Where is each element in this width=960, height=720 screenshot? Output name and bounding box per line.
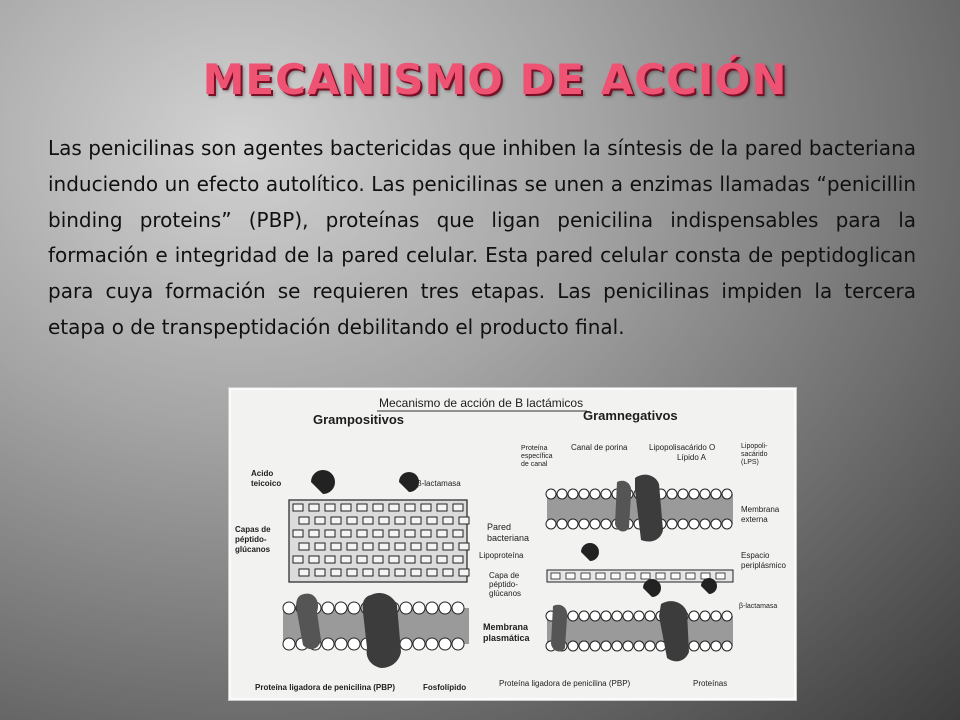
- gram-positive-peptidoglycan-mesh: [289, 500, 469, 582]
- label-pbp-neg: Proteína ligadora de penicilina (PBP): [499, 679, 631, 688]
- label-canal-porina: Canal de porina: [571, 443, 628, 452]
- label-beta-lactamasa-neg: β-lactamasa: [739, 603, 778, 610]
- slide-title: MECANISMO DE ACCIÓN: [202, 55, 788, 104]
- label-beta-lactamasa-pos: β-lactamasa: [417, 479, 461, 488]
- gram-negative-heading: Gramnegativos: [583, 408, 678, 423]
- porin-channel: [615, 475, 663, 542]
- figure-caption: Mecanismo de acción de B lactámicos: [379, 396, 584, 410]
- label-lps-1: Lipopoli-: [741, 443, 768, 450]
- label-lipoproteina: Lipoproteína: [479, 551, 524, 560]
- label-capa-1: Capa de: [489, 571, 520, 580]
- label-proteina-1: Proteína: [521, 445, 548, 452]
- label-capas-1: Capas de: [235, 525, 271, 534]
- gram-positive-heading: Grampositivos: [313, 412, 405, 427]
- label-pared-2: bacteriana: [487, 533, 530, 543]
- label-capa-3: glúcanos: [489, 589, 522, 598]
- label-lps-2: sacárido: [741, 451, 768, 458]
- label-proteina-3: de canal: [521, 461, 548, 468]
- label-pbp-pos: Proteína ligadora de penicilina (PBP): [255, 683, 396, 692]
- label-lipido-a: Lípido A: [677, 453, 706, 462]
- label-lipopolisacarido: Lipopolisacárido O: [649, 443, 716, 452]
- label-acido-teicoico-2: teicoico: [251, 479, 282, 488]
- label-capa-2: péptido-: [489, 580, 518, 589]
- label-membrana-externa-2: externa: [741, 515, 768, 524]
- label-proteinas: Proteínas: [693, 679, 728, 688]
- label-membrana-plasmatica-1: Membrana: [483, 622, 529, 632]
- label-capas-3: glúcanos: [235, 545, 271, 554]
- gram-negative-inner-membrane: [546, 611, 733, 651]
- beta-lactam-molecule-icon: [311, 470, 419, 494]
- label-espacio-1: Espacio: [741, 551, 770, 560]
- label-capas-2: péptido-: [235, 535, 267, 544]
- label-membrana-externa-1: Membrana: [741, 505, 780, 514]
- label-pared-1: Pared: [487, 522, 512, 532]
- label-fosfolipido: Fosfolípido: [423, 683, 467, 692]
- label-espacio-2: periplásmico: [741, 561, 786, 570]
- label-membrana-plasmatica-2: plasmática: [483, 633, 530, 643]
- label-acido-teicoico-1: Acido: [251, 469, 274, 478]
- beta-lactam-mechanism-figure: [229, 388, 796, 700]
- label-proteina-2: específica: [521, 453, 553, 460]
- body-paragraph: Las penicilinas son agentes bactericidas que inhiben la síntesis de la pared bacteriana induciendo un efecto autolítico. Las penicilinas se unen a enzimas llamadas “penicillin binding proteins” (PBP), proteínas que ligan penicilina indispensables para la formación e integridad de la pared celular. Esta pared celular consta de peptidoglican para cuya formación se requieren tres etapas. Las penicilinas impiden la tercera etapa o de transpeptidación debilitando el producto final.: [48, 136, 916, 339]
- label-lps-3: (LPS): [741, 459, 759, 466]
